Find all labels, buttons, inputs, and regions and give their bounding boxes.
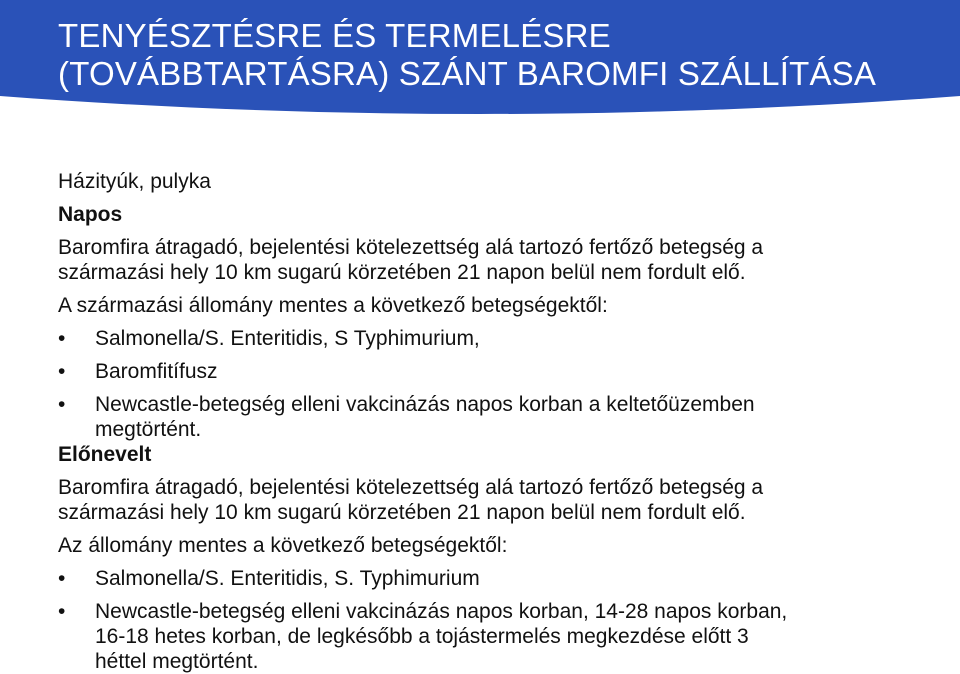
subject-text: Házityúk, pulyka: [58, 170, 211, 193]
bullet-item: [58, 566, 938, 591]
bullet-text-line: Newcastle-betegség elleni vakcinázás napos korban, 14-28 napos korban,: [95, 600, 788, 623]
bullet-dot-icon: •: [58, 360, 66, 383]
bullet-text-line: héttel megtörtént.: [95, 650, 259, 673]
section1-paragraph-line-1: Baromfira átragadó, bejelentési kötelezettség alá tartozó fertőző betegség a: [58, 236, 764, 259]
section1-intro: A származási állomány mentes a következő betegségektől:: [58, 294, 608, 317]
section2-intro: Az állomány mentes a következő betegségektől:: [58, 534, 508, 557]
bullet-item: [58, 326, 938, 351]
slide-title-line-2: (TOVÁBBTARTÁSRA) SZÁNT BAROMFI SZÁLLÍTÁSA: [58, 55, 877, 92]
section-heading-elonevelt: Előnevelt: [58, 443, 152, 466]
section2-paragraph-line-1: Baromfira átragadó, bejelentési kötelezettség alá tartozó fertőző betegség a: [58, 476, 764, 499]
section-heading-napos: Napos: [58, 203, 123, 226]
bullet-dot-icon: •: [58, 600, 66, 623]
section1-paragraph-line-2: származási hely 10 km sugarú körzetében 21 napon belül nem fordult elő.: [58, 261, 746, 284]
slide-title: [58, 17, 876, 93]
bullet-item: [58, 359, 938, 384]
bullet-text: Baromfitífusz: [95, 360, 218, 383]
slide-body: [58, 169, 938, 674]
bullet-text-line: Newcastle-betegség elleni vakcinázás napos korban a keltetőüzemben: [95, 393, 755, 416]
bullet-dot-icon: •: [58, 393, 66, 416]
section2-paragraph-line-2: származási hely 10 km sugarú körzetében 21 napon belül nem fordult elő.: [58, 501, 746, 524]
slide-title-line-1: TENYÉSZTÉSRE ÉS TERMELÉSRE: [58, 17, 611, 54]
bullet-item: [58, 599, 938, 674]
bullet-text: Salmonella/S. Enteritidis, S Typhimurium,: [95, 327, 480, 350]
bullet-text: Salmonella/S. Enteritidis, S. Typhimurium: [95, 567, 480, 590]
bullet-text-line: 16-18 hetes korban, de legkésőbb a tojástermelés megkezdése előtt 3: [95, 625, 749, 648]
bullet-dot-icon: •: [58, 327, 66, 350]
bullet-item: [58, 392, 938, 442]
title-banner: [0, 0, 960, 118]
bullet-dot-icon: •: [58, 567, 66, 590]
bullet-text-line: megtörtént.: [95, 418, 202, 441]
